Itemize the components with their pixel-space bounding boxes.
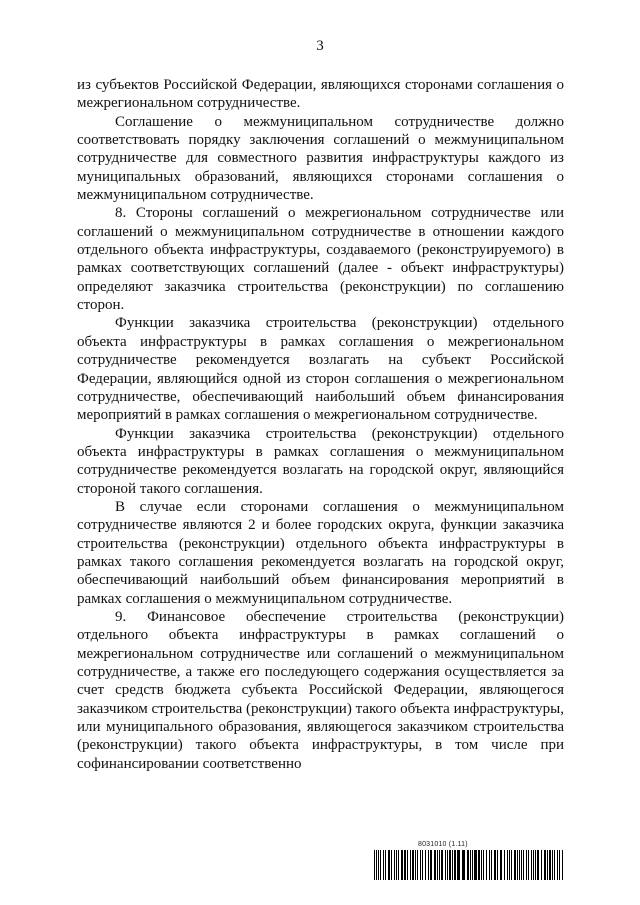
paragraph: Функции заказчика строительства (реконструкции) отдельного объекта инфраструктуры в рамках соглашения о межмуниципальном сотрудничестве рекомендуется возлагать на городской округ, являющийся стороной такого соглашения.: [77, 425, 564, 497]
paragraph: Функции заказчика строительства (реконструкции) отдельного объекта инфраструктуры в рамках соглашения о межрегиональном сотрудничестве рекомендуется возлагать на субъект Российской Федерации, являющийся одной из сторон соглашения о межрегиональном сотрудничестве, обеспечивающий наибольший объем финансирования мероприятий в рамках соглашения о межрегиональном сотрудничестве.: [77, 315, 564, 424]
paragraph: Соглашение о межмуниципальном сотрудничестве должно соответствовать порядку заключения соглашений о межмуниципальном сотрудничестве для совместного развития инфраструктуры каждого из муниципальных образований, являющихся сторонами соглашения о межмуниципальном сотрудничестве.: [77, 113, 564, 204]
paragraph: из субъектов Российской Федерации, являющихся сторонами соглашения о межрегиональном сотрудничестве.: [77, 77, 564, 112]
document-body: [77, 76, 564, 773]
barcode-icon: [374, 850, 564, 880]
page-number: 3: [316, 38, 324, 54]
paragraph: 8. Стороны соглашений о межрегиональном сотрудничестве или соглашений о межмуниципальном сотрудничестве в отношении каждого отдельного объекта инфраструктуры, создаваемого (реконструируемого) в рамках соответствующих соглашений (далее - объект инфраструктуры) определяют заказчика строительства (реконструкции) по соглашению сторон.: [77, 205, 564, 314]
paragraph: 9. Финансовое обеспечение строительства (реконструкции) отдельного объекта инфраструктуры в рамках соглашений о межрегиональном сотрудничестве или соглашений о межмуниципальном сотрудничестве, а также его последующего содержания осуществляется за счет средств бюджета субъекта Российской Федерации, являющегося заказчиком строительства (реконструкции) такого объекта инфраструктуры, или муниципального образования, являющегося заказчиком строительства (реконструкции) такого объекта инфраструктуры, в том числе при софинансировании соответственно: [77, 608, 564, 772]
paragraph: В случае если сторонами соглашения о межмуниципальном сотрудничестве являются 2 и более городских округа, функции заказчика строительства (реконструкции) отдельного объекта инфраструктуры в рамках такого соглашения рекомендуется возлагать на городской округ, обеспечивающий наибольший объем финансирования мероприятий в рамках соглашения о межмуниципальном сотрудничестве.: [77, 498, 564, 607]
document-stamp: [374, 841, 564, 881]
form-code: 8031010 (1.11): [418, 841, 468, 848]
